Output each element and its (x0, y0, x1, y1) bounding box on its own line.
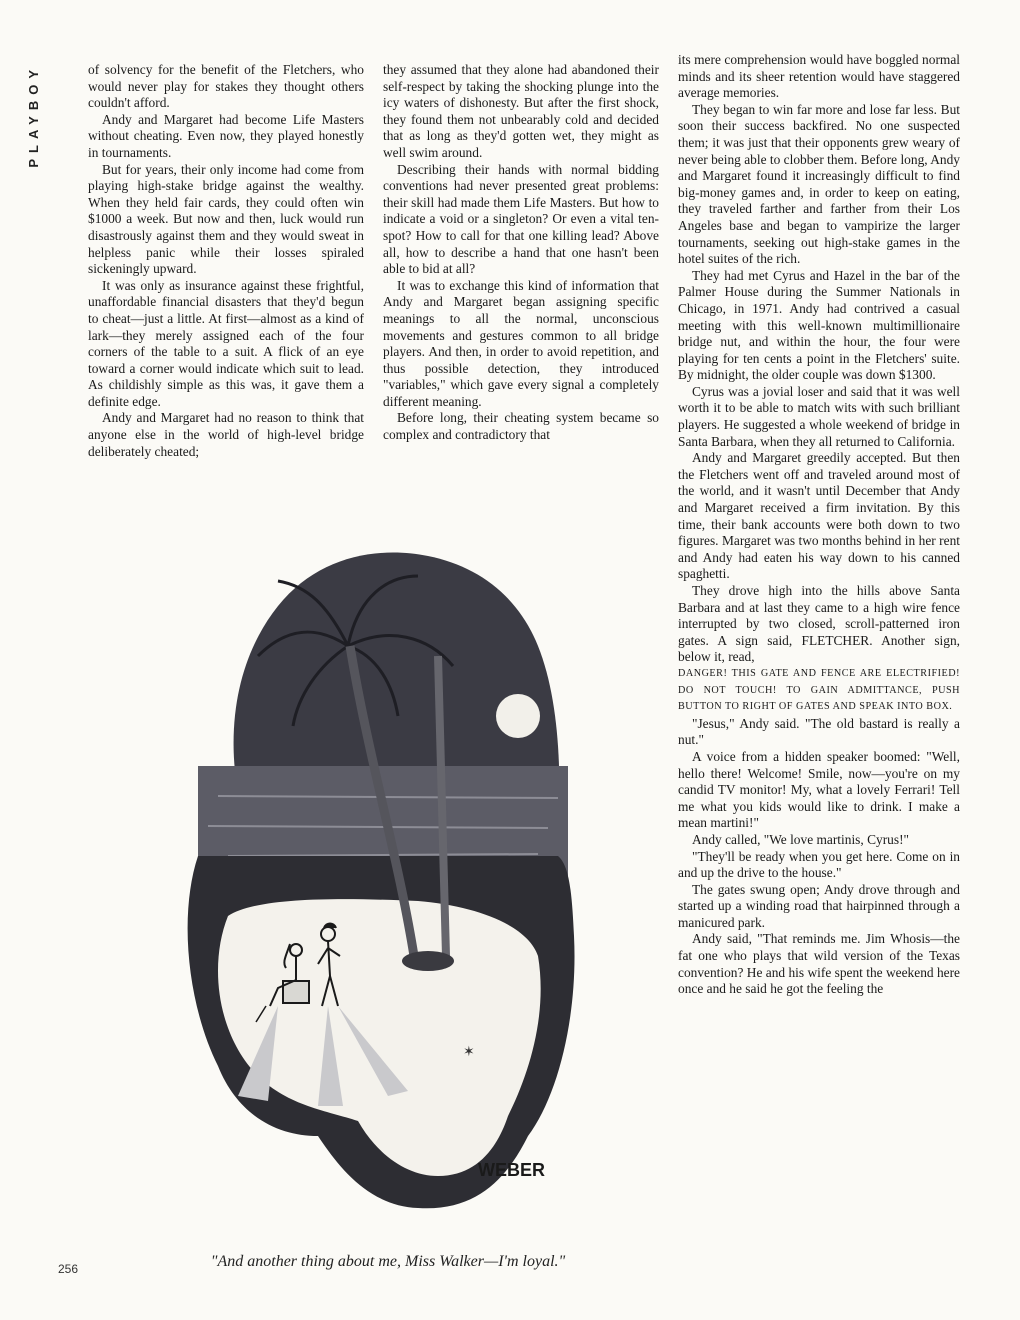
paragraph: its mere comprehension would have boggled normal minds and its sheer retention would have staggered average memories. (678, 52, 960, 101)
paragraph: Andy said, "That reminds me. Jim Whosis—the fat one who plays that wild version of the Texas convention? He and his wife spent the weekend here once and he said he got the feeling the (678, 931, 960, 997)
paragraph: Andy and Margaret greedily accepted. But then the Fletchers went off and traveled around most of the world, and it wasn't until December that Andy and Margaret received a firm invitation. By this time, their bank accounts were both down to two figures. Margaret was two months behind in her rent and Andy had eaten his way down to his canned spaghetti. (678, 450, 960, 582)
text-column-2 (383, 62, 659, 444)
paragraph: They had met Cyrus and Hazel in the bar of the Palmer House during the Summer Nationals in Chicago, in 1971. Andy had contrived a casual meeting with this well-known multimillionaire bridge nut, and within the hour, the four were playing for ten cents a point in the Fletchers' suite. By midnight, the older couple was down $1300. (678, 267, 960, 383)
paragraph: The gates swung open; Andy drove through and started up a winding road that hairpinned through a manicured park. (678, 881, 960, 930)
paragraph: They began to win far more and lose far less. But soon their success backfired. No one suspected them; it was just that their opponents grew weary of never being able to clobber them. Before long, Andy and Margaret found it increasingly difficult to find big-money games and, in order to keep on eating, they traveled farther and farther from their Los Angeles base and began to vampirize the larger tournaments, seeking out high-stake games in the hotel suites of the rich. (678, 101, 960, 267)
moon (496, 694, 540, 738)
paragraph: It was only as insurance against these frightful, unaffordable financial disasters that they'd begun to cheat—just a little. At first—almost as a kind of lark—they merely assigned each of the four corners of the table to a suit. A flick of an eye toward a corner would indicate which suit to lead. As childishly simple as this was, it gave them a definite edge. (88, 277, 364, 409)
paragraph: It was to exchange this kind of information that Andy and Margaret began assigning specific meanings to all the normal, unconscious movements and gestures common to all bridge players. And then, in order to avoid repetition, and thus possible detection, they introduced "variables," which gave every signal a completely different meaning. (383, 277, 659, 409)
text-column-3 (678, 52, 960, 998)
cartoon-caption: "And another thing about me, Miss Walker—I'm loyal." (210, 1253, 566, 1270)
paragraph: Andy and Margaret had no reason to think that anyone else in the world of high-level bridge deliberately cheated; (88, 410, 364, 459)
cartoon-illustration (178, 536, 582, 1220)
paragraph: They drove high into the hills above Santa Barbara and at last they came to a high wire fence interrupted by two closed, scroll-patterned iron gates. A sign said, FLETCHER. Another sign, below it, read, (678, 583, 960, 665)
palm-base (402, 951, 454, 971)
starfish-icon: ✶ (463, 1045, 475, 1060)
paragraph: But for years, their only income had come from playing high-stake bridge against the wealthy. When they held fair cards, they could often win $1000 a week. But now and then, luck would run disastrously against them and they would sweat in helpless panic while their losses spiraled sickeningly upward. (88, 161, 364, 277)
paragraph: they assumed that they alone had abandoned their self-respect by taking the shocking plunge into the icy waters of dishonesty. But after the first shock, they found them not unbearably cold and decided that as long as they'd gotten wet, they might as well swim around. (383, 62, 659, 160)
paragraph: Andy called, "We love martinis, Cyrus!" (692, 831, 909, 847)
paragraph: Describing their hands with normal bidding conventions had never presented great problems: their skill had made them Life Masters. But how to indicate a void or a singleton? Or even a vital ten-spot? How to call for that one killing lead? Above all, how to describe a hand that one hasn't been able to bid at all? (383, 161, 659, 277)
text-column-1 (88, 62, 364, 460)
gate-sign-text: DANGER! THIS GATE AND FENCE ARE ELECTRIFIED! DO NOT TOUCH! TO GAIN ADMITTANCE, PUSH BUTTON TO RIGHT OF GATES AND SPEAK INTO BOX. (678, 667, 960, 713)
paragraph: "They'll be ready when you get here. Come on in and up the drive to the house." (678, 848, 960, 881)
page-number: 256 (58, 1262, 79, 1276)
paragraph: Cyrus was a jovial loser and said that it was well worth it to be able to match wits with such brilliant players. He suggested a whole weekend of bridge in Santa Barbara, when they all returned to California. (678, 383, 960, 449)
paragraph: Andy and Margaret had become Life Masters without cheating. Even now, they played honestly in tournaments. (88, 111, 364, 160)
artist-signature: WEBER (478, 1160, 545, 1180)
paragraph: of solvency for the benefit of the Fletchers, who would never play for stakes they thought others couldn't afford. (88, 62, 364, 111)
paragraph: "Jesus," Andy said. "The old bastard is really a nut." (678, 715, 960, 748)
paragraph: A voice from a hidden speaker boomed: "Well, hello there! Welcome! Smile, now—you're on my candid TV monitor! My, what a lovely Ferrari! Tell me what you kids would like to drink. I make a mean martini!" (678, 748, 960, 831)
magazine-running-head: PLAYBOY (26, 64, 41, 168)
paragraph: Before long, their cheating system became so complex and contradictory that (383, 410, 659, 443)
